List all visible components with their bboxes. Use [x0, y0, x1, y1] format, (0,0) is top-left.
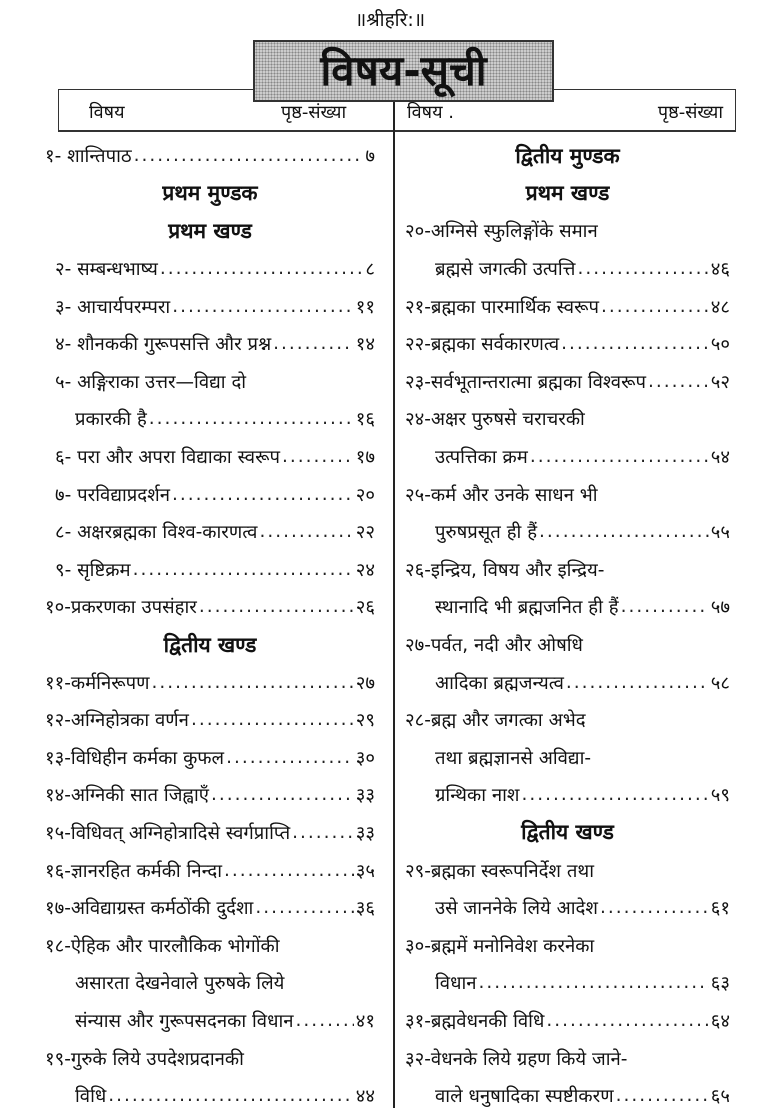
toc-entry: [405, 212, 730, 250]
toc-entry: [45, 1077, 375, 1114]
toc-entry: [405, 776, 730, 814]
entry-text: प्रकारकी है: [75, 409, 147, 431]
page-number: २४: [355, 559, 375, 581]
page-number: ५७: [710, 597, 730, 619]
dot-leader: [134, 145, 364, 166]
page-number: ६५: [710, 1086, 730, 1108]
toc-entry: [45, 588, 375, 626]
page-number: ५४: [710, 447, 730, 469]
entry-text: १- शान्तिपाठ: [45, 146, 132, 168]
dot-leader: [160, 258, 364, 279]
left-column: [45, 137, 375, 1114]
dot-leader: [296, 1010, 354, 1031]
entry-text: १०-प्रकरणका उपसंहार: [45, 597, 197, 619]
toc-entry: [45, 1002, 375, 1040]
toc-entry: [45, 739, 375, 777]
entry-text: पुरुषप्रसूत ही हैं: [435, 522, 538, 544]
entry-text: ६- परा और अपरा विद्याका स्वरूप: [55, 447, 280, 469]
dot-leader: [172, 296, 354, 317]
page-number: ५५: [710, 522, 730, 544]
column-divider: [393, 89, 395, 1108]
page-title: विषय-सूची: [253, 40, 554, 102]
page-number: ४१: [355, 1010, 375, 1032]
dot-leader: [292, 822, 354, 843]
toc-entry: [45, 701, 375, 739]
right-column: [405, 137, 730, 1114]
entry-text: विधि: [75, 1086, 107, 1108]
dot-leader: [479, 972, 709, 993]
entry-text: आदिका ब्रह्मजन्यत्व: [435, 672, 564, 694]
toc-entry: [405, 325, 730, 363]
dot-leader: [199, 596, 354, 617]
entry-text: १५-विधिवत् अग्निहोत्रादिसे स्वर्गप्राप्ति: [45, 822, 291, 844]
entry-text: २- सम्बन्धभाष्य: [55, 259, 158, 281]
entry-text: उसे जाननेके लिये आदेश: [435, 898, 598, 920]
dot-leader: [616, 1085, 709, 1106]
header-left-subject: विषय: [89, 102, 125, 123]
toc-entry: [45, 551, 375, 589]
dot-leader: [191, 709, 354, 730]
page-number: २२: [355, 522, 375, 544]
dot-leader: [530, 446, 709, 467]
page-number: ३३: [355, 822, 375, 844]
dot-leader: [172, 484, 354, 505]
entry-text: ग्रन्थिका नाश: [435, 785, 520, 807]
toc-entry: [405, 663, 730, 701]
page-number: ५९: [710, 785, 730, 807]
toc-entry: [405, 475, 730, 513]
toc-entry: [405, 1077, 730, 1114]
page-number: ३०: [355, 747, 375, 769]
page-number: १४: [355, 334, 375, 356]
dot-leader: [561, 333, 709, 354]
page-number: ११: [355, 296, 375, 318]
entry-text: १८-ऐहिक और पारलौकिक भोगोंकी: [45, 935, 280, 957]
entry-text: द्वितीय मुण्डक: [515, 143, 620, 168]
entry-text: २०-अग्निसे स्फुलिङ्गोंके समान: [405, 221, 598, 243]
toc-entry: [45, 776, 375, 814]
page-number: ४६: [710, 259, 730, 281]
toc-entry: [405, 400, 730, 438]
toc-entry: [45, 438, 375, 476]
header-right-subject: विषय .: [407, 102, 454, 123]
entry-text: ७- परविद्याप्रदर्शन: [55, 484, 170, 506]
toc-entry: [45, 851, 375, 889]
toc-entry: [405, 363, 730, 401]
dot-leader: [621, 596, 709, 617]
dot-leader: [282, 446, 354, 467]
toc-entry: [45, 325, 375, 363]
entry-text: २८-ब्रह्म और जगत्का अभेद: [405, 710, 586, 732]
page-number: ६३: [710, 973, 730, 995]
page-number: ५०: [710, 334, 730, 356]
header-left-page: पृष्ठ-संख्या: [281, 102, 347, 123]
header-right-page: पृष्ठ-संख्या: [657, 102, 723, 123]
page-number: १६: [355, 409, 375, 431]
page-number: ४८: [710, 296, 730, 318]
entry-text: १३-विधिहीन कर्मका कुफल: [45, 747, 225, 769]
dot-leader: [211, 784, 354, 805]
toc-entry: [45, 926, 375, 964]
entry-text: २५-कर्म और उनके साधन भी: [405, 484, 598, 506]
dot-leader: [566, 672, 709, 693]
section-heading: [45, 212, 375, 250]
entry-text: ४- शौनककी गुरूपसत्ति और प्रश्न: [55, 334, 272, 356]
entry-text: २१-ब्रह्मका पारमार्थिक स्वरूप: [405, 296, 599, 318]
toc-entry: [405, 889, 730, 927]
entry-text: २९-ब्रह्मका स्वरूपनिर्देश तथा: [405, 860, 595, 882]
page-number: २९: [355, 710, 375, 732]
entry-text: द्वितीय खण्ड: [163, 632, 257, 657]
toc-entry: [405, 513, 730, 551]
toc-entry: [405, 551, 730, 589]
dot-leader: [149, 408, 354, 429]
toc-entry: [405, 438, 730, 476]
toc-entry: [405, 588, 730, 626]
entry-text: ५- अङ्गिराका उत्तर—विद्या दो: [55, 371, 247, 393]
toc-entry: [45, 137, 375, 175]
entry-text: प्रथम खण्ड: [168, 218, 252, 243]
dot-leader: [522, 784, 709, 805]
dot-leader: [108, 1085, 354, 1106]
entry-text: तथा ब्रह्मज्ञानसे अविद्या-: [435, 747, 592, 769]
invocation-text: ॥श्रीहरि:॥: [354, 9, 426, 31]
entry-text: असारता देखनेवाले पुरुषके लिये: [75, 973, 285, 995]
page-number: ३३: [355, 785, 375, 807]
toc-entry: [405, 287, 730, 325]
toc-entry: [45, 663, 375, 701]
page-number: ३५: [355, 860, 375, 882]
dot-leader: [601, 296, 709, 317]
page-number: ५२: [710, 371, 730, 393]
entry-text: २४-अक्षर पुरुषसे चराचरकी: [405, 409, 585, 431]
entry-text: १९-गुरुके लिये उपदेशप्रदानकी: [45, 1048, 244, 1070]
page-number: ३६: [355, 898, 375, 920]
section-heading: [405, 137, 730, 175]
entry-text: २६-इन्द्रिय, विषय और इन्द्रिय-: [405, 559, 605, 581]
entry-text: ३०-ब्रह्ममें मनोनिवेश करनेका: [405, 935, 595, 957]
page-number: ८: [365, 259, 375, 281]
toc-entry: [45, 1039, 375, 1077]
dot-leader: [600, 897, 709, 918]
entry-text: ३१-ब्रह्मवेधनकी विधि: [405, 1010, 545, 1032]
toc-entry: [405, 851, 730, 889]
dot-leader: [133, 559, 354, 580]
entry-text: ३- आचार्यपरम्परा: [55, 296, 171, 318]
entry-text: ब्रह्मसे जगत्की उत्पत्ति: [435, 259, 576, 281]
toc-entry: [405, 739, 730, 777]
entry-text: २२-ब्रह्मका सर्वकारणत्व: [405, 334, 560, 356]
entry-text: १४-अग्निकी सात जिह्वाएँ: [45, 785, 209, 807]
entry-text: ११-कर्मनिरूपण: [45, 672, 150, 694]
toc-entry: [45, 400, 375, 438]
dot-leader: [226, 747, 354, 768]
page-number: २६: [355, 597, 375, 619]
toc-entry: [45, 513, 375, 551]
dot-leader: [648, 371, 709, 392]
page-number: ७: [365, 146, 375, 168]
dot-leader: [152, 672, 354, 693]
entry-text: ८- अक्षरब्रह्मका विश्व-कारणत्व: [55, 522, 258, 544]
section-heading: [45, 175, 375, 213]
entry-text: विधान: [435, 973, 477, 995]
entry-text: २३-सर्वभूतान्तरात्मा ब्रह्मका विश्वरूप: [405, 371, 646, 393]
toc-entry: [45, 814, 375, 852]
section-heading: [405, 175, 730, 213]
dot-leader: [577, 258, 708, 279]
entry-text: १६-ज्ञानरहित कर्मकी निन्दा: [45, 860, 222, 882]
page-number: १७: [355, 447, 375, 469]
entry-text: द्वितीय खण्ड: [521, 820, 614, 845]
section-heading: [405, 814, 730, 852]
toc-entry: [45, 964, 375, 1002]
page-number: ५८: [710, 672, 730, 694]
page-number: २७: [355, 672, 375, 694]
toc-entry: [405, 964, 730, 1002]
dot-leader: [539, 521, 709, 542]
page-number: ६४: [710, 1010, 730, 1032]
entry-text: ९- सृष्टिक्रम: [55, 559, 131, 581]
entry-text: स्थानादि भी ब्रह्मजनित ही हैं: [435, 597, 619, 619]
toc-entry: [405, 250, 730, 288]
dot-leader: [255, 897, 353, 918]
entry-text: २७-पर्वत, नदी और ओषधि: [405, 635, 583, 657]
page-number: २०: [355, 484, 375, 506]
dot-leader: [259, 521, 353, 542]
dot-leader: [273, 333, 354, 354]
page-number: ४४: [355, 1086, 375, 1108]
toc-entry: [45, 475, 375, 513]
entry-text: उत्पत्तिका क्रम: [435, 447, 528, 469]
entry-text: ३२-वेधनके लिये ग्रहण किये जाने-: [405, 1048, 628, 1070]
section-heading: [45, 626, 375, 664]
toc-entry: [405, 626, 730, 664]
dot-leader: [224, 860, 354, 881]
toc-entry: [405, 1002, 730, 1040]
toc-entry: [45, 250, 375, 288]
toc-entry: [405, 1039, 730, 1077]
dot-leader: [546, 1010, 708, 1031]
entry-text: संन्यास और गुरूपसदनका विधान: [75, 1010, 294, 1032]
page-number: ६१: [710, 898, 730, 920]
entry-text: १७-अविद्याग्रस्त कर्मठोंकी दुर्दशा: [45, 898, 254, 920]
entry-text: वाले धनुषादिका स्पष्टीकरण: [435, 1086, 614, 1108]
entry-text: १२-अग्निहोत्रका वर्णन: [45, 710, 189, 732]
toc-entry: [405, 701, 730, 739]
toc-entry: [45, 287, 375, 325]
entry-text: प्रथम खण्ड: [525, 181, 610, 206]
toc-entry: [405, 926, 730, 964]
toc-entry: [45, 889, 375, 927]
entry-text: प्रथम मुण्डक: [162, 181, 258, 206]
toc-entry: [45, 363, 375, 401]
